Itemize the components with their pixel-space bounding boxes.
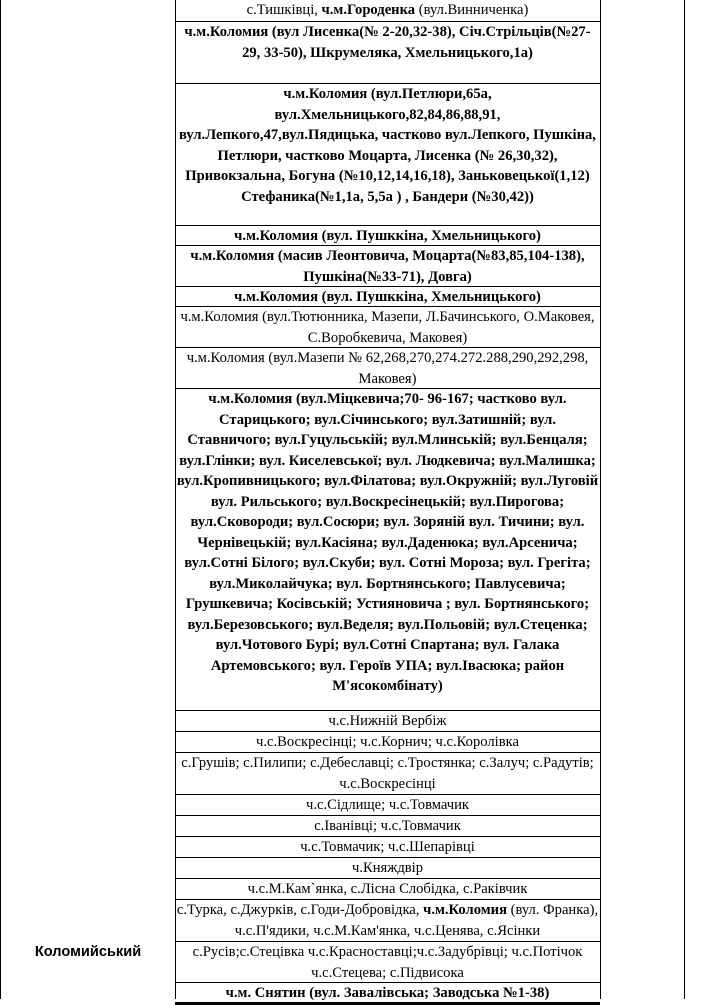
table-row: ч.с.Товмачик; ч.с.Шепарівці	[175, 836, 600, 857]
table-row: с.Русів;с.Стецівка ч.с.Красноставці;ч.с.Задубрівці; ч.с.Потічок ч.с.Стецева; с.Підвисока	[175, 941, 600, 982]
table-row: ч.м.Коломия (вул.Мазепи № 62,268,270,274.272.288,290,292,298, Маковея)	[175, 347, 600, 388]
divider-far-right	[684, 0, 685, 999]
table-row: с.Грушів; с.Пилипи; с.Дебеславці; с.Тростянка; с.Залуч; с.Радутів; ч.с.Воскресінці	[175, 752, 600, 794]
table-row: с.Турка, с.Джурків, с.Годи-Добровідка, ч.м.Коломия (вул. Франка), ч.с.П'ядики, ч.с.М.Кам'янка, ч.с.Ценява, с.Ясінки	[175, 899, 600, 941]
table-row: ч.м. Снятин (вул. Завалівська; Заводська №1-38)	[175, 982, 600, 1005]
table-row: с.Тишківці, ч.м.Городенка (вул.Винниченка)	[246, 2, 529, 18]
divider-right	[600, 0, 601, 999]
settlements-column	[175, 0, 600, 1005]
table-row: ч.м.Коломия (вул.Міцкевича;70- 96-167; частково вул. Старицького; вул.Січинського; вул.Затишній; вул. Ставничого; вул.Гуцульській; вул.Млинській; вул.Бенцаля; вул.Глінки; вул. Киселевської; вул. Людкевича; вул.Малишка; вул.Кропивницького; вул.Філатова; вул.Окружній; вул.Луговій вул. Рильського; вул.Воскресінецькій; вул.Пирогова; вул.Сковороди; вул.Сосюри; вул. Зоряній вул. Тичини; вул. Чернівецькій; вул.Касіяна; вул.Даденюка; вул.Арсенича; вул.Сотні Білого; вул.Скуби; вул. Сотні Мороза; вул. Грегіта; вул.Миколайчука; вул. Бортнянського; Павлусевича; Грушкевича; Косівській; Устияновича ; вул. Бортнянського; вул.Березовського; вул.Веделя; вул.Польовій; вул.Стеценка; вул.Чотового Бурі; вул.Сотні Спартана; вул. Галака Артемовського; вул. Героїв УПА; вул.Івасюка; район М'ясокомбінату)	[175, 388, 600, 710]
table-row: ч.м.Коломия (вул Лисенка(№ 2-20,32-38), Січ.Стрільців(№27-29, 33-50), Шкрумеляка, Хмельницького,1а)	[175, 21, 600, 83]
table-row: ч.с.М.Кам`янка, с.Лісна Слобідка, с.Раківчик	[175, 878, 600, 899]
table-row: ч.с.Нижній Вербіж	[175, 710, 600, 731]
table-row: с.Іванівці; ч.с.Товмачик	[175, 815, 600, 836]
left-border	[0, 0, 1, 999]
table-row: ч.с.Воскресінці; ч.с.Корнич; ч.с.Королівка	[175, 731, 600, 752]
table-row: ч.м.Коломия (вул.Петлюри,65а, вул.Хмельницького,82,84,86,88,91, вул.Лепкого,47,вул.Пядицька, частково вул.Лепкого, Пушкіна, Петлюри, частково Моцарта, Лисенка (№ 26,30,32), Привокзальна, Богуна (№10,12,14,16,18), Заньковецької(1,12) Стефаника(№1,1а, 5,5а ) , Бандери (№30,42))	[175, 83, 600, 225]
table-row: ч.м.Коломия (вул. Пушккіна, Хмельницького)	[175, 286, 600, 306]
table-row: ч.Княждвір	[175, 857, 600, 878]
table-row: ч.м.Коломия (масив Леонтовича, Моцарта(№83,85,104-138), Пушкіна(№33-71), Довга)	[175, 245, 600, 286]
district-name: Коломийський	[34, 944, 142, 960]
table-row: ч.м.Коломия (вул.Тютюнника, Мазепи, Л.Бачинського, О.Маковея, С.Воробкевича, Маковея)	[175, 306, 600, 347]
table-row: ч.м.Коломия (вул. Пушккіна, Хмельницького)	[175, 225, 600, 245]
table-row: ч.с.Сідлище; ч.с.Товмачик	[175, 794, 600, 815]
